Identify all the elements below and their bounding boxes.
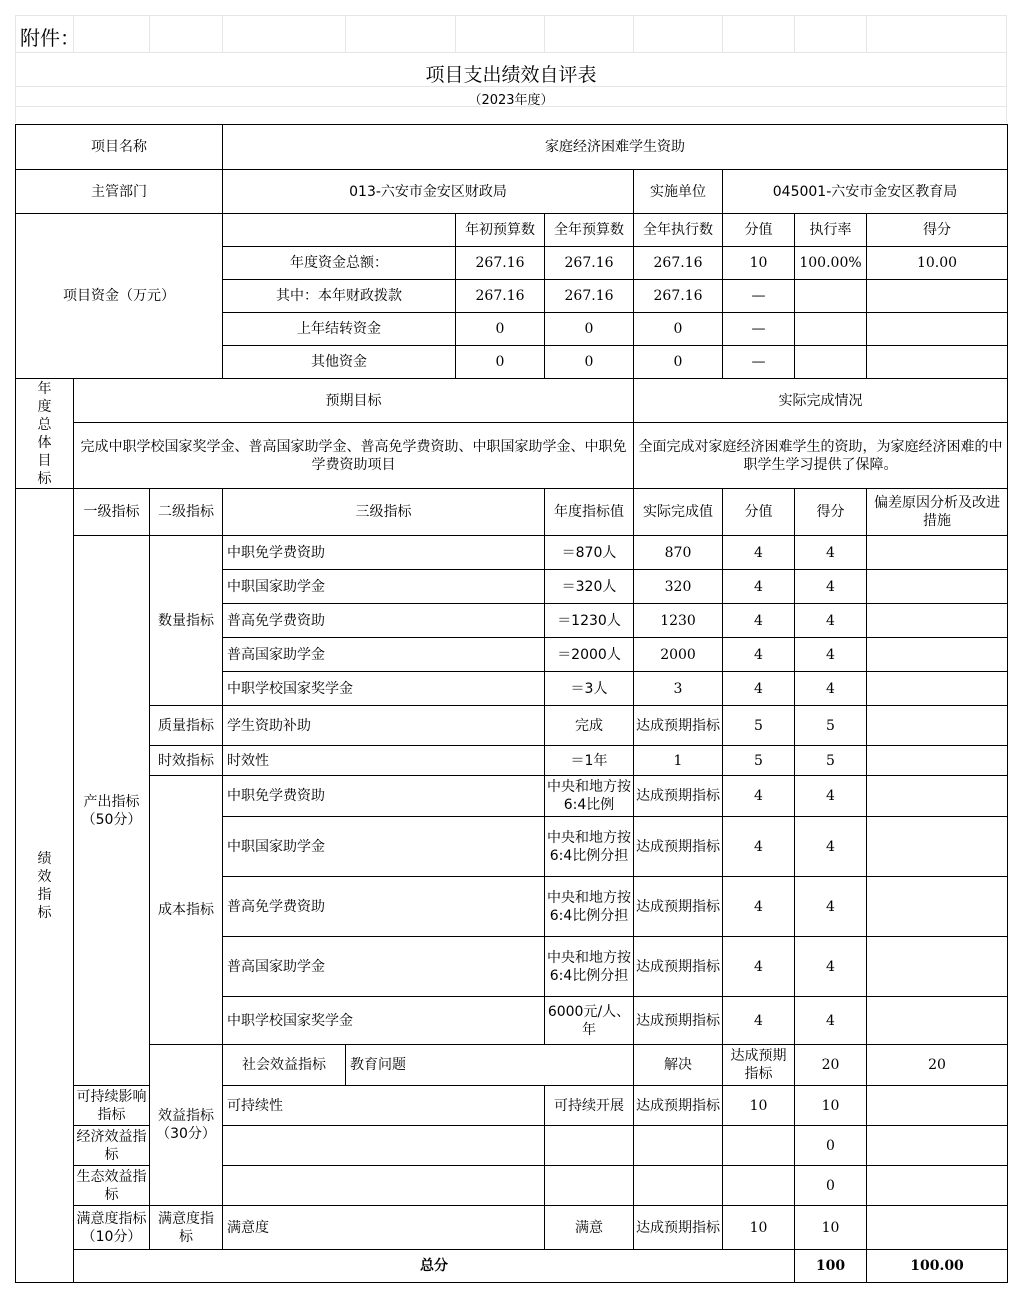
level2-social: 社会效益指标 xyxy=(223,1045,346,1086)
indicator-actual: 3 xyxy=(634,672,723,706)
funds-cell: 267.16 xyxy=(634,247,723,280)
indicator-value: 4 xyxy=(723,937,795,997)
indicator-target xyxy=(545,1126,634,1166)
indicator-value: 4 xyxy=(723,817,795,877)
indicator-target: 中央和地方按6:4比例分担 xyxy=(545,817,634,877)
indicator-note xyxy=(867,1166,1008,1206)
indicator-target: ＝870人 xyxy=(545,536,634,570)
indicator-value xyxy=(723,1166,795,1206)
indicator-actual: 320 xyxy=(634,570,723,604)
indicator-note xyxy=(867,706,1008,746)
indicator-value: 5 xyxy=(723,746,795,776)
indicator-value: 4 xyxy=(723,672,795,706)
indicator-actual: 达成预期指标 xyxy=(634,997,723,1045)
indicator-actual: 870 xyxy=(634,536,723,570)
level2-economic: 经济效益指标 xyxy=(74,1126,150,1166)
indicator-name: 可持续性 xyxy=(223,1086,545,1126)
funds-row-label: 其他资金 xyxy=(223,346,456,379)
funds-col-rate: 执行率 xyxy=(795,214,867,247)
funds-cell: 10.00 xyxy=(867,247,1008,280)
indicator-note xyxy=(867,604,1008,638)
indicator-actual: 达成预期指标 xyxy=(634,937,723,997)
level1-satisfaction: 满意度指标（10分） xyxy=(74,1206,150,1250)
indicator-actual: 1230 xyxy=(634,604,723,638)
indicator-actual: 达成预期指标 xyxy=(634,877,723,937)
indicator-actual xyxy=(634,1166,723,1206)
indicator-name: 中职学校国家奖学金 xyxy=(223,997,545,1045)
funds-cell: — xyxy=(723,280,795,313)
indicator-name: 学生资助补助 xyxy=(223,706,545,746)
indicator-value: 4 xyxy=(723,638,795,672)
indicator-name: 中职免学费资助 xyxy=(223,776,545,817)
indicator-score: 20 xyxy=(867,1045,1008,1086)
funds-col-annual: 全年预算数 xyxy=(545,214,634,247)
indicators-label: 绩效指标 xyxy=(16,489,74,1283)
indicator-note xyxy=(867,877,1008,937)
indicator-actual: 达成预期指标 xyxy=(723,1045,795,1086)
actual-goal: 全面完成对家庭经济困难学生的资助，为家庭经济困难的中职学生学习提供了保障。 xyxy=(634,423,1008,489)
indicator-actual xyxy=(634,1126,723,1166)
indicator-score: 0 xyxy=(795,1166,867,1206)
indicator-target: ＝2000人 xyxy=(545,638,634,672)
indicator-name: 中职国家助学金 xyxy=(223,570,545,604)
funds-cell: 0 xyxy=(545,313,634,346)
level2-cost: 成本指标 xyxy=(150,776,223,1045)
level2-quantity: 数量指标 xyxy=(150,536,223,706)
indicator-name xyxy=(223,1166,545,1206)
funds-cell: 267.16 xyxy=(456,247,545,280)
ind-col-actual: 实际完成值 xyxy=(634,489,723,536)
goals-label: 年度总体目标 xyxy=(16,379,74,489)
funds-row-label: 年度资金总额： xyxy=(223,247,456,280)
project-name-label: 项目名称 xyxy=(16,125,223,170)
funds-col-executed: 全年执行数 xyxy=(634,214,723,247)
indicator-value: 10 xyxy=(723,1206,795,1250)
funds-cell: 100.00% xyxy=(795,247,867,280)
ind-col-l3: 三级指标 xyxy=(223,489,545,536)
indicator-name: 中职学校国家奖学金 xyxy=(223,672,545,706)
funds-row-label: 上年结转资金 xyxy=(223,313,456,346)
impl-label: 实施单位 xyxy=(634,170,723,214)
indicator-name: 教育问题 xyxy=(346,1045,634,1086)
indicator-score: 10 xyxy=(795,1086,867,1126)
indicator-value: 4 xyxy=(723,570,795,604)
indicator-target: 中央和地方按6:4比例分担 xyxy=(545,937,634,997)
funds-cell xyxy=(867,346,1008,379)
indicator-note xyxy=(867,817,1008,877)
indicator-target: ＝1年 xyxy=(545,746,634,776)
funds-cell xyxy=(867,280,1008,313)
funds-header-blank xyxy=(223,214,456,247)
funds-cell: 0 xyxy=(634,313,723,346)
indicator-target: ＝3人 xyxy=(545,672,634,706)
level2-satisfaction: 满意度指标 xyxy=(150,1206,223,1250)
indicator-score: 5 xyxy=(795,706,867,746)
expected-goal: 完成中职学校国家奖学金、普高国家助学金、普高免学费资助、中职国家助学金、中职免学费资助项目 xyxy=(74,423,634,489)
indicator-value: 10 xyxy=(723,1086,795,1126)
indicator-target xyxy=(545,1166,634,1206)
indicator-name: 中职免学费资助 xyxy=(223,536,545,570)
impl-value: 045001-六安市金安区教育局 xyxy=(723,170,1008,214)
expected-goal-label: 预期目标 xyxy=(74,379,634,423)
indicator-target: 中央和地方按6:4比例分担 xyxy=(545,877,634,937)
indicator-target: 完成 xyxy=(545,706,634,746)
indicator-score: 4 xyxy=(795,604,867,638)
indicator-score: 4 xyxy=(795,570,867,604)
indicator-name: 普高国家助学金 xyxy=(223,638,545,672)
indicator-actual: 达成预期指标 xyxy=(634,817,723,877)
indicator-note xyxy=(867,1086,1008,1126)
ind-col-l2: 二级指标 xyxy=(150,489,223,536)
indicator-value: 4 xyxy=(723,536,795,570)
funds-cell: — xyxy=(723,313,795,346)
indicator-score: 4 xyxy=(795,776,867,817)
funds-cell: — xyxy=(723,346,795,379)
page-year: （2023年度） xyxy=(468,93,554,108)
funds-cell: 267.16 xyxy=(545,247,634,280)
indicator-score: 4 xyxy=(795,877,867,937)
indicator-name: 普高免学费资助 xyxy=(223,877,545,937)
indicator-note xyxy=(867,1206,1008,1250)
total-value: 100 xyxy=(795,1250,867,1283)
indicator-score: 4 xyxy=(795,638,867,672)
indicator-target: 中央和地方按6:4比例 xyxy=(545,776,634,817)
funds-cell: 0 xyxy=(634,346,723,379)
indicator-note xyxy=(867,776,1008,817)
funds-label: 项目资金（万元） xyxy=(16,214,223,379)
page-title: 项目支出绩效自评表 xyxy=(425,64,597,86)
funds-cell: 0 xyxy=(545,346,634,379)
funds-row-label: 其中：本年财政拨款 xyxy=(223,280,456,313)
indicator-target: ＝320人 xyxy=(545,570,634,604)
indicator-note xyxy=(867,746,1008,776)
indicator-target: 6000元/人、年 xyxy=(545,997,634,1045)
indicator-name: 时效性 xyxy=(223,746,545,776)
dept-value: 013-六安市金安区财政局 xyxy=(223,170,634,214)
indicator-actual: 达成预期指标 xyxy=(634,1086,723,1126)
indicator-note xyxy=(867,672,1008,706)
funds-col-score: 得分 xyxy=(867,214,1008,247)
indicator-name: 满意度 xyxy=(223,1206,545,1250)
indicator-value: 5 xyxy=(723,706,795,746)
indicator-target: ＝1230人 xyxy=(545,604,634,638)
indicator-name: 普高免学费资助 xyxy=(223,604,545,638)
project-name: 家庭经济困难学生资助 xyxy=(223,125,1008,170)
indicator-actual: 达成预期指标 xyxy=(634,1206,723,1250)
indicator-name xyxy=(223,1126,545,1166)
ind-col-target: 年度指标值 xyxy=(545,489,634,536)
funds-cell: 267.16 xyxy=(456,280,545,313)
indicator-target: 满意 xyxy=(545,1206,634,1250)
indicator-name: 中职国家助学金 xyxy=(223,817,545,877)
funds-cell xyxy=(795,313,867,346)
indicator-score: 0 xyxy=(795,1126,867,1166)
actual-goal-label: 实际完成情况 xyxy=(634,379,1008,423)
funds-cell xyxy=(795,346,867,379)
level2-timeliness: 时效指标 xyxy=(150,746,223,776)
funds-cell: 267.16 xyxy=(545,280,634,313)
indicator-value: 4 xyxy=(723,776,795,817)
funds-cell: 267.16 xyxy=(634,280,723,313)
attachment-label: 附件： xyxy=(20,26,80,50)
indicator-target: 解决 xyxy=(634,1045,723,1086)
ind-col-note: 偏差原因分析及改进措施 xyxy=(867,489,1008,536)
total-score: 100.00 xyxy=(867,1250,1008,1283)
total-label: 总分 xyxy=(74,1250,795,1283)
indicator-score: 4 xyxy=(795,817,867,877)
indicator-note xyxy=(867,536,1008,570)
indicator-score: 5 xyxy=(795,746,867,776)
ind-col-score: 得分 xyxy=(795,489,867,536)
indicator-value: 4 xyxy=(723,997,795,1045)
indicator-note xyxy=(867,570,1008,604)
level2-sustain: 可持续影响指标 xyxy=(74,1086,150,1126)
ind-col-l1: 一级指标 xyxy=(74,489,150,536)
indicator-actual: 2000 xyxy=(634,638,723,672)
funds-col-initial: 年初预算数 xyxy=(456,214,545,247)
ind-col-value: 分值 xyxy=(723,489,795,536)
funds-cell xyxy=(867,313,1008,346)
indicator-note xyxy=(867,1126,1008,1166)
indicator-actual: 1 xyxy=(634,746,723,776)
funds-cell: 10 xyxy=(723,247,795,280)
level2-ecology: 生态效益指标 xyxy=(74,1166,150,1206)
dept-label: 主管部门 xyxy=(16,170,223,214)
indicator-score: 4 xyxy=(795,536,867,570)
funds-cell: 0 xyxy=(456,346,545,379)
funds-cell xyxy=(795,280,867,313)
indicator-note xyxy=(867,997,1008,1045)
indicator-note xyxy=(867,638,1008,672)
evaluation-table xyxy=(15,124,1008,1283)
indicator-value xyxy=(723,1126,795,1166)
indicator-value: 4 xyxy=(723,604,795,638)
indicator-value: 20 xyxy=(795,1045,867,1086)
level1-output: 产出指标（50分） xyxy=(74,536,150,1086)
indicator-note xyxy=(867,937,1008,997)
indicator-value: 4 xyxy=(723,877,795,937)
level1-benefit: 效益指标（30分） xyxy=(150,1045,223,1206)
indicator-actual: 达成预期指标 xyxy=(634,706,723,746)
indicator-score: 4 xyxy=(795,997,867,1045)
level2-quality: 质量指标 xyxy=(150,706,223,746)
indicator-score: 4 xyxy=(795,937,867,997)
indicator-actual: 达成预期指标 xyxy=(634,776,723,817)
indicator-score: 10 xyxy=(795,1206,867,1250)
indicator-target: 可持续开展 xyxy=(545,1086,634,1126)
funds-cell: 0 xyxy=(456,313,545,346)
indicator-score: 4 xyxy=(795,672,867,706)
indicator-name: 普高国家助学金 xyxy=(223,937,545,997)
funds-col-value: 分值 xyxy=(723,214,795,247)
